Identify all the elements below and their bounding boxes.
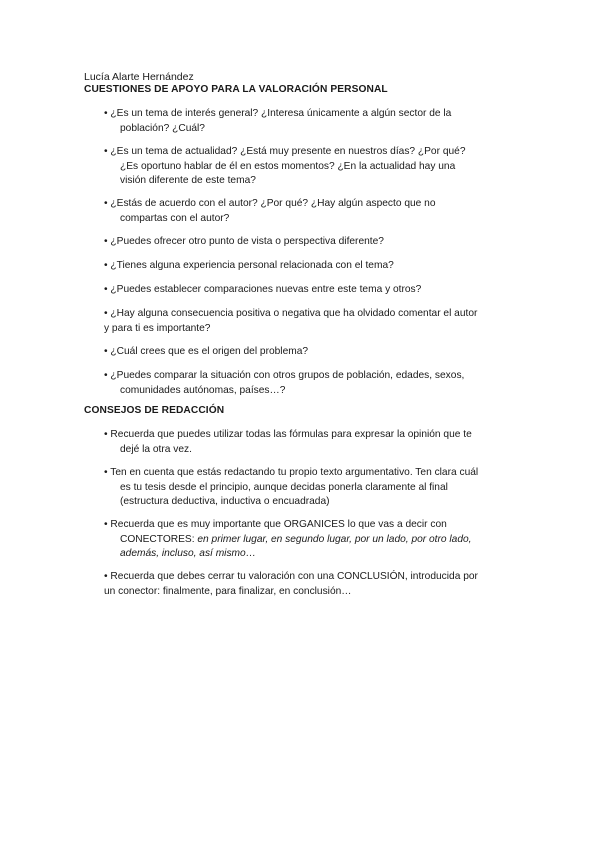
- bullet: •: [104, 346, 108, 357]
- item-text: ¿Cuál crees que es el origen del problema?: [110, 346, 309, 357]
- list-item: [104, 107, 451, 136]
- item-text: CONECTORES:: [120, 533, 198, 545]
- bullet: •: [104, 519, 108, 530]
- list-item: [104, 369, 464, 398]
- bullet: •: [104, 198, 108, 209]
- bullet: •: [104, 284, 108, 295]
- item-text: ¿Hay alguna consecuencia positiva o negativa que ha olvidado comentar el autor: [110, 308, 478, 319]
- item-text: comunidades autónomas, países…?: [120, 384, 286, 396]
- bullet: •: [104, 370, 108, 381]
- item-text: un conector: finalmente, para finalizar, en conclusión…: [104, 585, 352, 597]
- list-item: [104, 428, 472, 457]
- item-text: Recuerda que debes cerrar tu valoración con una CONCLUSIÓN, introducida por: [110, 571, 478, 582]
- item-text: compartas con el autor?: [120, 212, 230, 224]
- list-item: [104, 466, 478, 510]
- item-text: y para ti es importante?: [104, 322, 211, 334]
- bullet: •: [104, 108, 108, 119]
- item-text: ¿Estás de acuerdo con el autor? ¿Por qué? ¿Hay algún aspecto que no: [110, 198, 436, 209]
- item-text: Recuerda que es muy importante que ORGANICES lo que vas a decir con: [110, 519, 447, 530]
- item-text: ¿Puedes comparar la situación con otros grupos de población, edades, sexos,: [110, 370, 465, 381]
- item-text-italic: además, incluso, así mismo…: [120, 548, 256, 559]
- item-text: dejé la otra vez.: [120, 443, 192, 455]
- item-text: es tu tesis desde el principio, aunque decidas ponerla claramente al final: [120, 481, 448, 493]
- author-name: Lucía Alarte Hernández: [84, 71, 194, 83]
- section-title-cuestiones: CUESTIONES DE APOYO PARA LA VALORACIÓN PERSONAL: [84, 84, 388, 95]
- item-text: ¿Es un tema de interés general? ¿Interesa únicamente a algún sector de la: [110, 108, 452, 119]
- list-item: [104, 283, 421, 298]
- item-text: visión diferente de este tema?: [120, 175, 256, 186]
- item-text: ¿Es un tema de actualidad? ¿Está muy presente en nuestros días? ¿Por qué?: [110, 146, 466, 157]
- list-item: [104, 235, 384, 250]
- list-item: [104, 518, 472, 562]
- item-text: población? ¿Cuál?: [120, 122, 205, 134]
- list-item: [104, 307, 477, 336]
- list-item: [104, 259, 394, 274]
- bullet: •: [104, 260, 108, 271]
- list-item: [104, 570, 478, 599]
- list-item: [104, 197, 436, 226]
- bullet: •: [104, 236, 108, 247]
- section-title-consejos: CONSEJOS DE REDACCIÓN: [84, 405, 225, 416]
- item-text: ¿Puedes establecer comparaciones nuevas entre este tema y otros?: [110, 284, 422, 295]
- bullet: •: [104, 429, 108, 440]
- item-text: ¿Es oportuno hablar de él en estos momentos? ¿En la actualidad hay una: [120, 160, 456, 172]
- item-text: Ten en cuenta que estás redactando tu propio texto argumentativo. Ten clara cuál: [110, 467, 479, 478]
- bullet: •: [104, 467, 108, 478]
- bullet: •: [104, 308, 108, 319]
- bullet: •: [104, 146, 108, 157]
- item-text: (estructura deductiva, inductiva o encuadrada): [120, 496, 330, 507]
- item-text: ¿Tienes alguna experiencia personal relacionada con el tema?: [110, 260, 394, 271]
- list-item: [104, 345, 308, 360]
- list-item: [104, 145, 466, 189]
- item-text-italic: en primer lugar, en segundo lugar, por un lado, por otro lado,: [197, 533, 472, 545]
- item-text: Recuerda que puedes utilizar todas las fórmulas para expresar la opinión que te: [110, 429, 472, 440]
- item-text: ¿Puedes ofrecer otro punto de vista o perspectiva diferente?: [110, 236, 384, 247]
- bullet: •: [104, 571, 108, 582]
